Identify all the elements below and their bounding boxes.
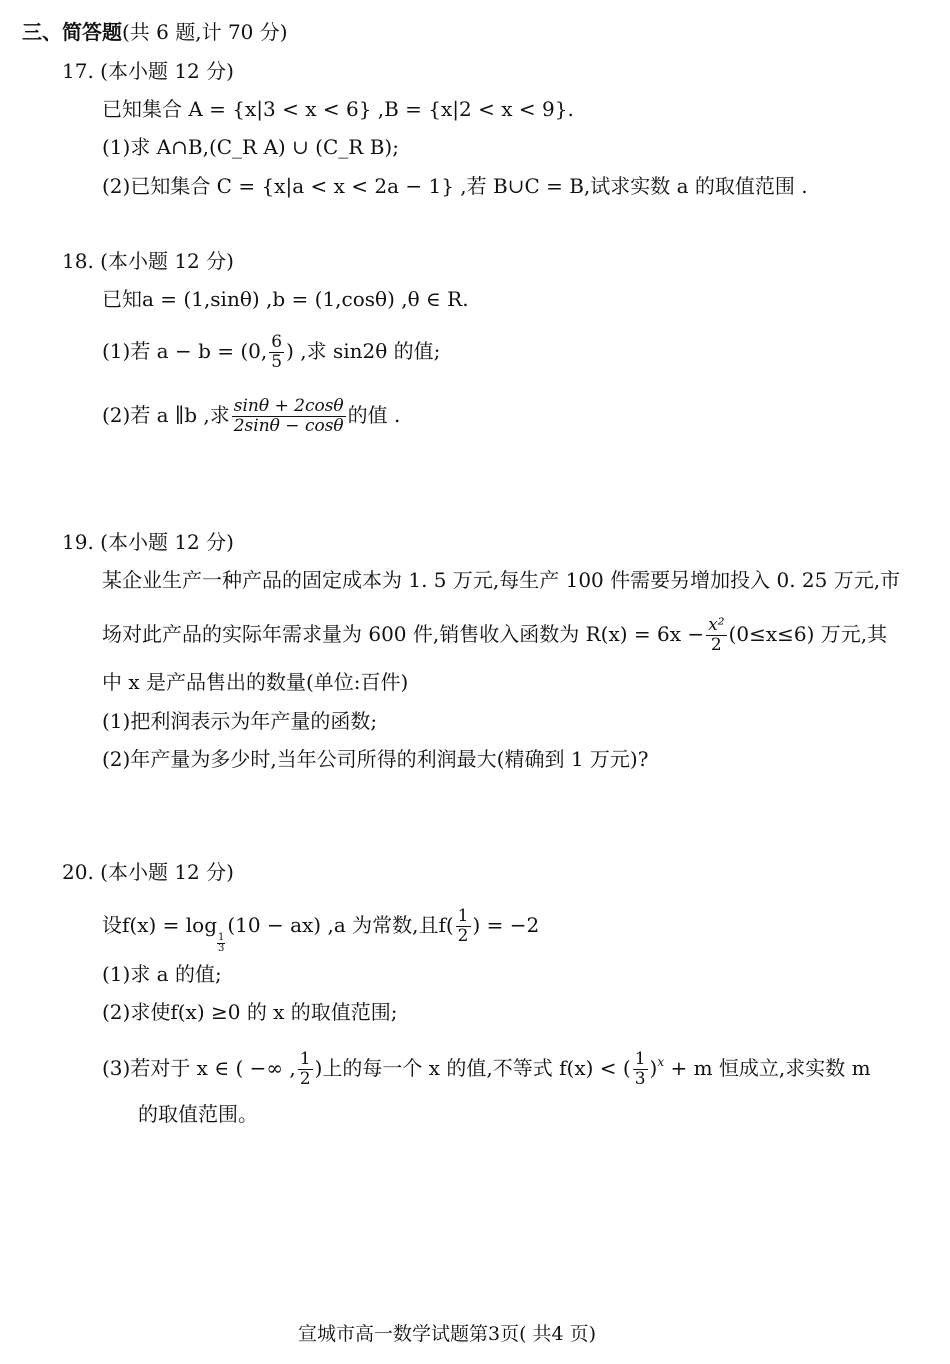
- section-note: (共 6 题,计 70 分): [122, 20, 288, 44]
- q18-header: 18. (本小题 12 分): [62, 249, 234, 273]
- q17-part2: (2)已知集合 C = {x|a < x < 2a − 1} ,若 B∪C = B,试求实数 a 的取值范围 .: [102, 174, 808, 198]
- fraction-numerator: 1: [457, 906, 469, 926]
- q19-line2-prefix: 场对此产品的实际年需求量为 600 件,销售收入函数为 R(x) = 6x −: [102, 622, 705, 646]
- q20-stem-fraction: [456, 908, 471, 945]
- q18-part2-prefix: (2)若 a ∥b ,求: [102, 403, 230, 427]
- q18-part2: [102, 398, 400, 435]
- q20-part2: (2)求使f(x) ≥0 的 x 的取值范围;: [102, 1000, 398, 1024]
- q20-part3-suffix: + m 恒成立,求实数 m: [664, 1056, 871, 1080]
- q20-part1: (1)求 a 的值;: [102, 962, 222, 986]
- q19-line3: 中 x 是产品售出的数量(单位:百件): [102, 670, 409, 694]
- q17-part1: (1)求 A∩B,(C_R A) ∪ (C_R B);: [102, 135, 399, 159]
- q20-part3-continuation: 的取值范围。: [138, 1102, 258, 1126]
- q20-log-base: [217, 933, 225, 954]
- fraction-numerator: 6: [271, 332, 283, 352]
- q19-part1: (1)把利润表示为年产量的函数;: [102, 709, 378, 733]
- q18-stem: 已知a = (1,sinθ) ,b = (1,cosθ) ,θ ∈ R.: [102, 287, 469, 311]
- section-title: 三、简答题: [22, 20, 122, 44]
- q19-line2-suffix: (0≤x≤6) 万元,其: [728, 622, 888, 646]
- fraction-numerator: sinθ + 2cosθ: [233, 396, 344, 416]
- q18-part1-prefix: (1)若 a − b = (0,: [102, 339, 268, 363]
- q18-part1-suffix: ) ,求 sin2θ 的值;: [286, 339, 441, 363]
- q20-stem-mid: (10 − ax) ,a 为常数,且f(: [227, 913, 454, 937]
- q20-stem-prefix: 设f(x) = log: [102, 913, 217, 937]
- q20-part3-exponent: x: [657, 1055, 665, 1069]
- fraction-denominator: 2: [710, 635, 722, 655]
- q20-stem: [102, 908, 539, 954]
- fraction-denominator: 2: [299, 1069, 311, 1089]
- q20-part3-fraction-1: [298, 1051, 313, 1088]
- fraction-numerator: 1: [634, 1049, 646, 1069]
- fraction-numerator: 1: [299, 1049, 311, 1069]
- q20-part3: (3)若对于 x ∈ ( −∞ , $\frac{1}{2}$ )上的每一个 x 的值,不等式 f(x) < ( $\frac{1}{3}$ )$^x$ + m 恒成立,求实数 m: [102, 1049, 871, 1089]
- q20-part3-mid: )上的每一个 x 的值,不等式 f(x) < (: [314, 1056, 631, 1080]
- q17-header: 17. (本小题 12 分): [62, 59, 234, 83]
- q18-part1-fraction: [269, 334, 284, 371]
- q18-part1: [102, 334, 440, 371]
- fraction-denominator: 3: [634, 1069, 646, 1089]
- section-heading: [22, 18, 288, 46]
- q20-part3-fraction-2: [633, 1051, 648, 1088]
- q20-header: 20. (本小题 12 分): [62, 860, 234, 884]
- q19-line2: [102, 617, 887, 654]
- q19-revenue-fraction: [706, 617, 726, 654]
- log-base-numerator: 1: [218, 932, 225, 943]
- q18-part2-suffix: 的值 .: [347, 403, 401, 427]
- q20-stem-suffix: ) = −2: [472, 913, 540, 937]
- fraction-denominator: 5: [271, 352, 283, 372]
- fraction-numerator: x²: [708, 615, 725, 635]
- q20-part3-prefix: (3)若对于 x ∈ ( −∞ ,: [102, 1056, 296, 1080]
- q19-line1: 某企业生产一种产品的固定成本为 1. 5 万元,每生产 100 件需要另增加投入 0. 25 万元,市: [102, 568, 901, 592]
- q19-part2: (2)年产量为多少时,当年公司所得的利润最大(精确到 1 万元)?: [102, 747, 649, 771]
- fraction-denominator: 2sinθ − cosθ: [233, 416, 344, 436]
- q18-part2-fraction: [232, 398, 346, 435]
- q19-header: 19. (本小题 12 分): [62, 530, 234, 554]
- fraction-denominator: 2: [457, 926, 469, 946]
- q17-stem: 已知集合 A = {x|3 < x < 6} ,B = {x|2 < x < 9}.: [102, 97, 574, 121]
- log-base-denominator: 3: [218, 943, 225, 954]
- page-footer: 宣城市高一数学试题第3页( 共4 页): [298, 1323, 597, 1345]
